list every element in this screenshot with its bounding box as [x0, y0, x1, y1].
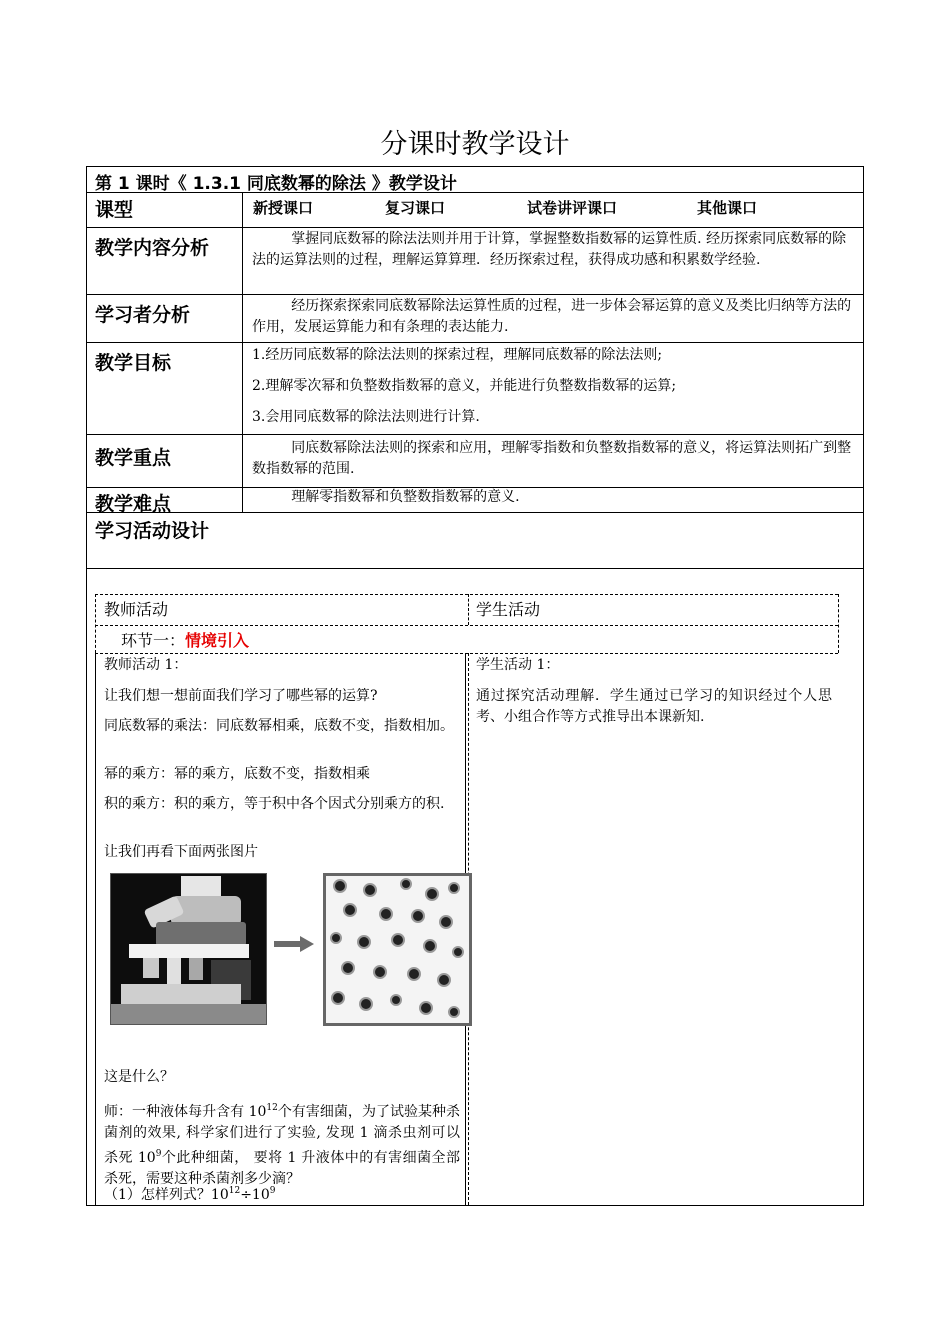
rule-same-base-multiply: 同底数幂的乘法：同底数幂相乘，底数不变，指数相加。	[104, 718, 454, 734]
column-divider	[242, 192, 243, 512]
content-analysis-label: 教学内容分析	[95, 237, 210, 259]
goal-item-1: 1.经历同底数幂的除法法则的探索过程，理解同底数幂的除法法则;	[252, 347, 663, 363]
student-activity-title: 学生活动 1：	[476, 657, 560, 673]
learner-analysis-label: 学习者分析	[95, 304, 191, 326]
activity-design-label: 学习活动设计	[95, 520, 210, 542]
dashed-divider	[95, 594, 96, 653]
bacteria-image	[323, 873, 472, 1026]
teacher-header: 教师活动	[104, 600, 169, 619]
student-header: 学生活动	[476, 600, 541, 619]
lesson-design-table	[86, 166, 864, 1206]
dashed-divider	[468, 594, 469, 625]
row-divider	[87, 568, 863, 569]
teacher-question: 让我们想一想前面我们学习了哪些幂的运算?	[104, 688, 378, 704]
dashed-divider	[95, 594, 838, 595]
key-points-label: 教学重点	[95, 447, 172, 469]
arrow-right-icon	[274, 934, 314, 954]
row-divider	[87, 294, 863, 295]
learner-analysis-text: 经历探索探索同底数幂除法运算性质的过程，进一步体会幂运算的意义及类比归纳等方法的作用，发展运算能力和有条理的表达能力.	[252, 298, 852, 335]
teacher-activity-title: 教师活动 1：	[104, 657, 188, 673]
row-divider	[87, 434, 863, 435]
course-type-label: 课型	[95, 199, 134, 221]
row-divider	[87, 227, 863, 228]
picture-prompt: 让我们再看下面两张图片	[104, 844, 258, 860]
activity-table	[95, 594, 838, 1205]
row-divider	[87, 512, 863, 513]
goal-item-2: 2.理解零次幂和负整数指数幂的意义，并能进行负整数指数幂的运算;	[252, 378, 677, 394]
course-type-review: 复习课口	[385, 199, 446, 217]
goals-label: 教学目标	[95, 352, 172, 374]
student-activity-text: 通过探究活动理解．学生通过已学习的知识经过个人思考、小组合作等方式推导出本课新知.	[476, 688, 832, 725]
key-points-text: 同底数幂除法法则的探索和应用，理解零指数和负整数指数幂的意义，将运算法则拓广到整数指数幂的范围.	[252, 440, 852, 477]
microscope-image	[110, 873, 267, 1025]
column-divider	[95, 653, 96, 1205]
difficulties-text: 理解零指数幂和负整数指数幂的意义.	[291, 489, 520, 505]
difficulties-label: 教学难点	[95, 493, 172, 515]
bacteria-problem: 师：一种液体每升含有 $10^{12}$个有害细菌，为了试验某种杀菌剂的效果, 科学家们进行了实验, 发现 1 滴杀虫剂可以杀死 $10^9$个此种细菌， 要将 1 升液体中的有害细菌全部杀死，需要这种杀菌剂多少滴？	[104, 1103, 461, 1187]
what-is-this: 这是什么？	[104, 1069, 174, 1085]
stage-title	[121, 628, 249, 651]
dashed-divider	[838, 594, 839, 653]
course-type-exam: 试卷讲评课口	[527, 199, 618, 217]
rule-power-of-power: 幂的乘方：幂的乘方，底数不变，指数相乘	[104, 766, 370, 782]
content-analysis-text: 掌握同底数幂的除法法则并用于计算，掌握整数指数幂的运算性质. 经历探索同底数幂的除法的运算法则的过程，理解运算算理．经历探索过程，获得成功感和积累数学经验.	[252, 231, 847, 268]
row-divider	[87, 342, 863, 343]
stage-prefix: 环节一：	[121, 631, 186, 650]
goal-item-3: 3.会用同底数幂的除法法则进行计算.	[252, 409, 480, 425]
course-type-new: 新授课口	[253, 199, 314, 217]
dashed-divider	[95, 625, 838, 626]
course-type-other: 其他课口	[697, 199, 758, 217]
dashed-divider	[95, 653, 838, 654]
page-title: 分课时教学设计	[380, 129, 570, 160]
stage-name: 情境引入	[185, 631, 250, 650]
formula-question: （1）怎样列式？$10^{12}\div 10^9$	[104, 1186, 276, 1203]
rule-power-of-product: 积的乘方：积的乘方，等于积中各个因式分别乘方的积.	[104, 796, 445, 812]
lesson-header: 第 1 课时《 1.3.1 同底数幂的除法 》教学设计	[95, 174, 457, 194]
